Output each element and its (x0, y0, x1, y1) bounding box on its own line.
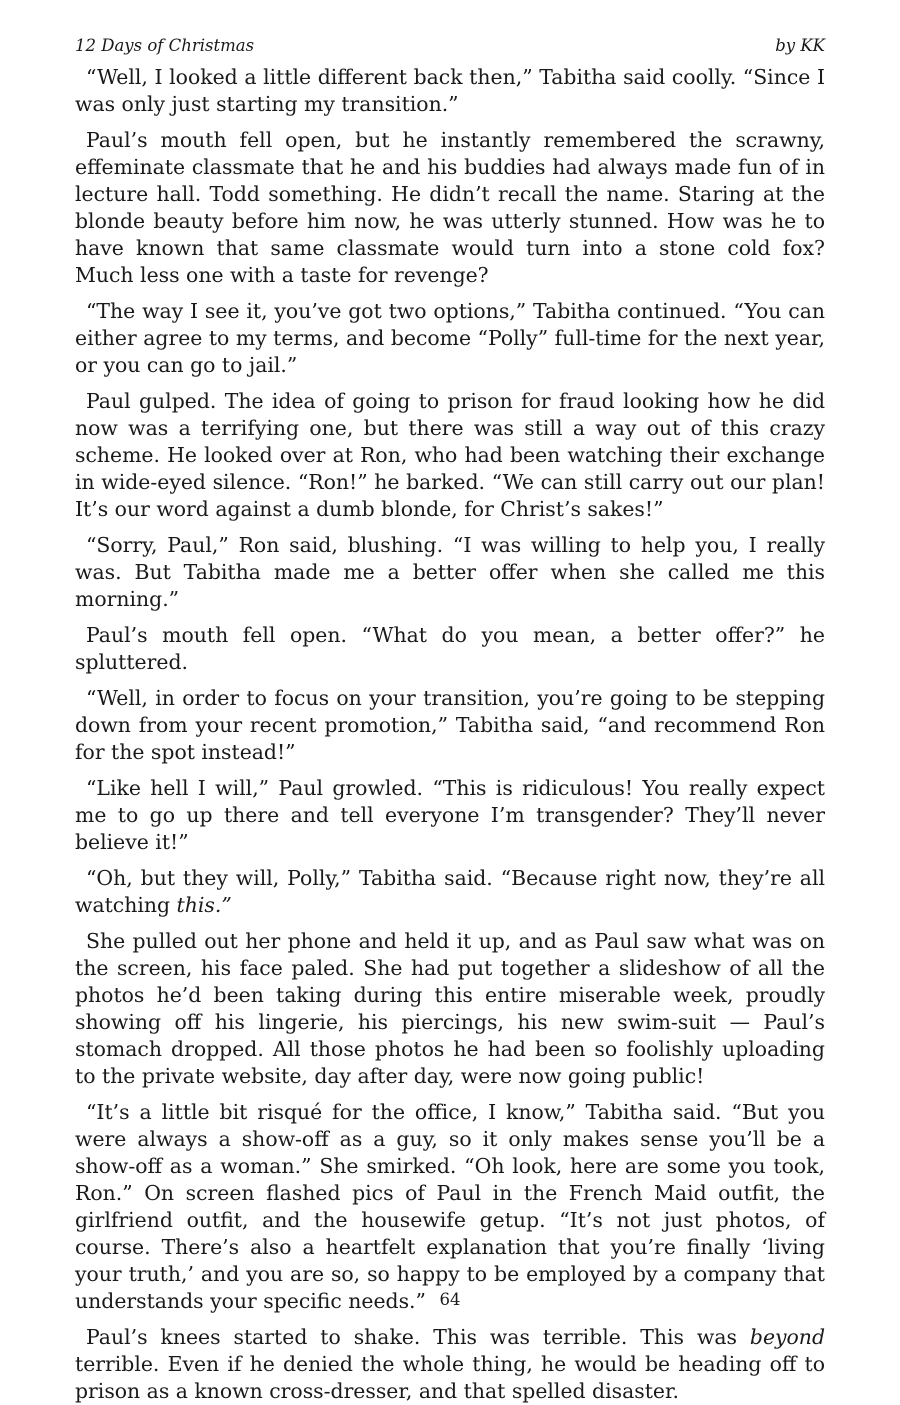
paragraph: “Sorry, Paul,” Ron said, blushing. “I was willing to help you, I really was. But Tabitha made me a better offer when she called me this morning.” (75, 533, 825, 611)
page-number: 64 (439, 1290, 461, 1309)
emphasis: this.” (176, 893, 232, 917)
paragraph: Paul’s mouth fell open. “What do you mean, a better offer?” he spluttered. (75, 623, 825, 674)
paragraph: She pulled out her phone and held it up, and as Paul saw what was on the screen, his face paled. She had put together a slideshow of all the photos he’d been taking during this entire miserable week, proudly showing off his lingerie, his piercings, his new swim-suit — Paul’s stomach dropped. All those photos he had been so foolishly uploading to the private website, day after day, were now going public! (75, 929, 825, 1088)
paragraph: “Oh, but they will, Polly,” Tabitha said. “Because right now, they’re all watching this.” (75, 866, 825, 917)
header-author: by KK (775, 36, 825, 55)
paragraph: Paul’s mouth fell open, but he instantly remembered the scrawny, effeminate classmate that he and his buddies had always made fun of in lecture hall. Todd something. He didn’t recall the name. Staring at the blonde beauty before him now, he was utterly stunned. How was he to have known that same classmate would turn into a stone cold fox? Much less one with a taste for revenge? (75, 128, 825, 287)
header-book-title: 12 Days of Christmas (75, 36, 255, 55)
paragraph: “The way I see it, you’ve got two options,” Tabitha continued. “You can either agree to my terms, and become “Polly” full-time for the next year, or you can go to jail.” (75, 299, 825, 377)
running-header (75, 36, 825, 56)
paragraph: “Well, I looked a little different back then,” Tabitha said coolly. “Since I was only just starting my transition.” (75, 65, 825, 116)
body-text (75, 64, 825, 1405)
paragraph: Paul’s knees started to shake. This was terrible. This was beyond terrible. Even if he denied the whole thing, he would be heading off to prison as a known cross-dresser, and that spelled disaster. (75, 1325, 825, 1403)
emphasis: beyond (749, 1325, 825, 1349)
paragraph: “Well, in order to focus on your transition, you’re going to be stepping down from your recent promotion,” Tabitha said, “and recommend Ron for the spot instead!” (75, 686, 825, 764)
paragraph: “It’s a little bit risqué for the office, I know,” Tabitha said. “But you were always a show-off as a guy, so it only makes sense you’ll be a show-off as a woman.” She smirked. “Oh look, here are some you took, Ron.” On screen flashed pics of Paul in the French Maid outfit, the girlfriend outfit, and the housewife getup. “It’s not just photos, of course. There’s also a heartfelt explanation that you’re finally ‘living your truth,’ and you are so, so happy to be employed by a company that understands your specific needs.” (75, 1100, 825, 1313)
paragraph: “Like hell I will,” Paul growled. “This is ridiculous! You really expect me to go up there and tell everyone I’m transgender? They’ll never believe it!” (75, 776, 825, 854)
paragraph: Paul gulped. The idea of going to prison for fraud looking how he did now was a terrifying one, but there was still a way out of this crazy scheme. He looked over at Ron, who had been watching their exchange in wide-eyed silence. “Ron!” he barked. “We can still carry out our plan! It’s our word against a dumb blonde, for Christ’s sakes!” (75, 389, 825, 521)
